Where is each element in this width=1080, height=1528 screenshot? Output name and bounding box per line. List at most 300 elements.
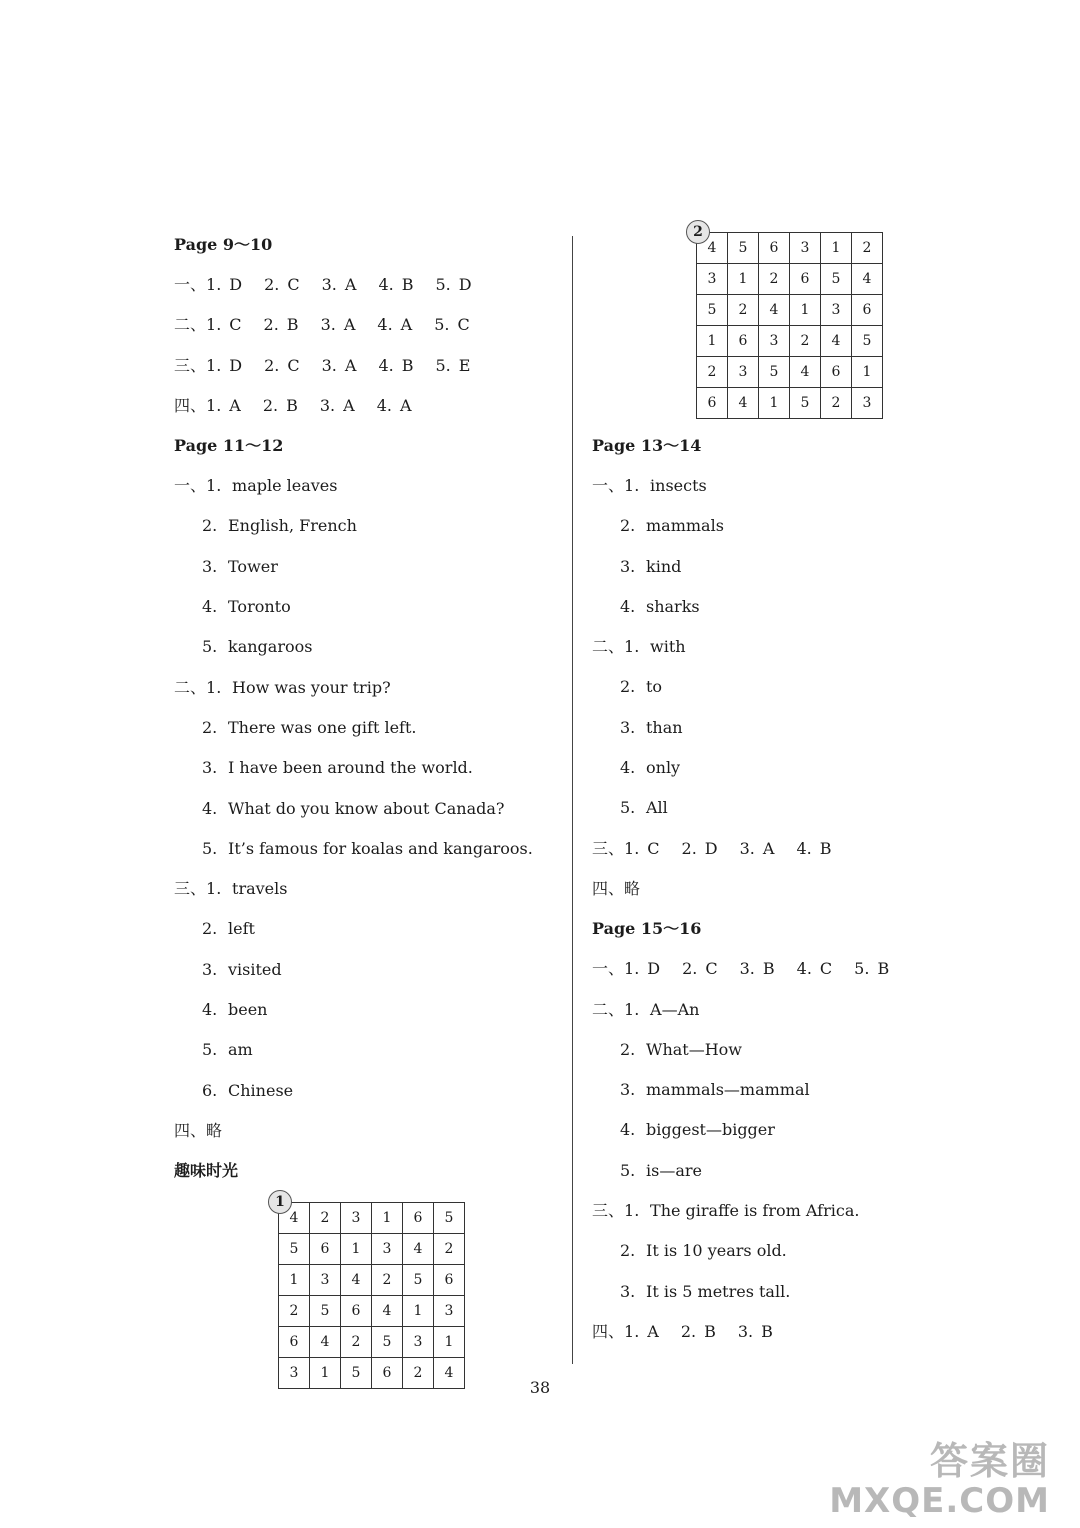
grid-cell: 1	[852, 357, 883, 388]
section-label: 一、	[592, 476, 625, 495]
answer-text: What—How	[646, 1039, 742, 1059]
grid-cell: 3	[403, 1327, 434, 1358]
answer-row	[592, 755, 972, 795]
answer-row	[592, 1319, 972, 1359]
answer-number: 2.	[264, 355, 280, 375]
answer-value: B	[704, 1321, 716, 1341]
grid-cell: 6	[279, 1327, 310, 1358]
answer-text: with	[650, 637, 686, 657]
answer-item	[264, 312, 299, 338]
grid-cell: 1	[697, 326, 728, 357]
answer-item	[624, 956, 660, 982]
section-title: Page 13～14	[592, 436, 702, 455]
answer-value: D	[647, 959, 661, 979]
answer-row	[174, 312, 554, 352]
answer-value: A	[399, 395, 412, 415]
grid-cell: 1	[403, 1296, 434, 1327]
answer-number: 1.	[624, 838, 640, 858]
answer-value: D	[229, 275, 243, 294]
watermark-logo	[829, 1440, 1050, 1520]
answer-row	[174, 513, 554, 553]
page-number: 38	[529, 1378, 551, 1397]
answer-value: B	[286, 315, 299, 335]
answer-number: 3.	[321, 355, 337, 375]
answer-number: 2.	[682, 959, 698, 979]
answer-row	[592, 674, 972, 714]
section-title: Page 9～10	[174, 235, 273, 254]
section-label: 二、	[174, 315, 207, 335]
answer-item	[263, 393, 298, 419]
answer-number: 1.	[206, 395, 222, 415]
left-column	[174, 232, 554, 1389]
answer-value: D	[229, 355, 243, 375]
answer-item	[796, 836, 831, 862]
answer-row	[592, 836, 972, 876]
answer-value: C	[647, 838, 660, 858]
answer-number: 4.	[620, 758, 636, 778]
grid-cell: 2	[821, 388, 852, 419]
answer-value: A	[344, 355, 357, 375]
grid-cell: 6	[697, 388, 728, 419]
grid-cell: 2	[341, 1327, 372, 1358]
grid-cell: 6	[403, 1203, 434, 1234]
answer-row	[592, 997, 972, 1037]
answer-row	[174, 393, 554, 433]
section-label: 三、	[174, 355, 207, 375]
grid-row	[697, 388, 883, 419]
answer-text: than	[646, 717, 683, 737]
answer-row	[592, 513, 972, 553]
answer-number: 1.	[624, 476, 640, 495]
answer-text: What do you know about Canada?	[228, 798, 505, 818]
answer-item	[321, 312, 356, 338]
answer-item	[377, 312, 412, 338]
answer-value: C	[287, 275, 300, 294]
answer-number: 5.	[202, 838, 218, 858]
answer-number: 1.	[624, 999, 640, 1019]
answer-value: B	[877, 959, 890, 979]
grid-cell: 5	[310, 1296, 341, 1327]
answer-number: 3.	[202, 556, 218, 576]
grid-cell: 3	[697, 264, 728, 295]
answer-number: 2.	[620, 677, 636, 697]
grid-cell: 6	[790, 264, 821, 295]
answer-number: 1.	[624, 959, 640, 979]
answer-number: 1.	[206, 677, 222, 697]
grid-cell: 6	[341, 1296, 372, 1327]
answer-value: B	[761, 1321, 773, 1341]
grid-cell: 5	[790, 388, 821, 419]
answer-text: It is 5 metres tall.	[646, 1281, 791, 1301]
grid-row	[279, 1203, 465, 1234]
grid-row	[697, 357, 883, 388]
answer-item	[378, 353, 413, 379]
answer-item	[322, 272, 357, 298]
answer-number: 3.	[202, 758, 218, 778]
grid-cell: 5	[279, 1234, 310, 1265]
answer-number: 4.	[620, 596, 636, 616]
answer-item	[681, 1319, 716, 1345]
answer-number: 3.	[319, 395, 336, 415]
answer-row	[174, 755, 554, 795]
grid-row	[697, 295, 883, 326]
grid-cell: 4	[403, 1234, 434, 1265]
grid-row	[279, 1296, 465, 1327]
answer-value: D	[704, 838, 718, 858]
answer-text: been	[228, 1000, 268, 1020]
grid-cell: 2	[372, 1265, 403, 1296]
grid-cell: 2	[759, 264, 790, 295]
answer-row	[592, 634, 972, 674]
answer-row	[592, 554, 972, 594]
section-label: 二、	[174, 677, 207, 697]
answer-number: 4.	[378, 275, 394, 294]
answer-row	[592, 1158, 972, 1198]
answer-number: 1.	[624, 637, 640, 657]
answer-row	[174, 715, 554, 755]
grid-cell: 4	[341, 1265, 372, 1296]
answer-text: visited	[228, 959, 282, 979]
grid-cell: 3	[310, 1265, 341, 1296]
answer-row	[174, 1037, 554, 1077]
grid-cell: 2	[852, 233, 883, 264]
grid-cell: 3	[852, 388, 883, 419]
answer-text: mammals	[646, 516, 724, 536]
answer-number: 5.	[435, 355, 451, 375]
grid-cell: 5	[697, 295, 728, 326]
grid-row	[697, 264, 883, 295]
grid-cell: 1	[279, 1265, 310, 1296]
answer-row	[174, 796, 554, 836]
answer-item	[797, 956, 833, 982]
answer-text: A—An	[650, 999, 700, 1019]
grid-cell: 3	[279, 1358, 310, 1389]
answer-number: 4.	[202, 1000, 218, 1020]
answer-text: There was one gift left.	[228, 717, 417, 737]
grid-cell: 4	[434, 1358, 465, 1389]
section-label: 四、	[174, 395, 207, 415]
answer-number: 2.	[680, 1321, 697, 1341]
answer-text: insects	[650, 476, 707, 495]
section-label: 三、	[592, 838, 625, 858]
grid-cell: 4	[790, 357, 821, 388]
answer-value: D	[458, 275, 472, 294]
grid-cell: 3	[790, 233, 821, 264]
answer-row	[174, 997, 554, 1037]
answer-row	[174, 554, 554, 594]
answer-value: B	[401, 355, 414, 375]
answer-item	[264, 353, 300, 379]
grid-row	[279, 1265, 465, 1296]
answer-number: 2.	[262, 395, 279, 415]
answer-row	[174, 594, 554, 634]
answer-number: 2.	[263, 315, 279, 335]
answer-text: travels	[232, 879, 288, 899]
answer-number: 4.	[376, 395, 392, 415]
grid-cell: 5	[434, 1203, 465, 1234]
grid-cell: 1	[310, 1358, 341, 1389]
answer-number: 3.	[739, 838, 755, 858]
grid-cell: 5	[341, 1358, 372, 1389]
answer-value: B	[401, 275, 414, 294]
answer-number: 1.	[206, 476, 222, 496]
grid-cell: 4	[728, 388, 759, 419]
answer-number: 5.	[854, 959, 870, 979]
grid-cell: 4	[697, 233, 728, 264]
answer-number: 1.	[624, 1201, 640, 1221]
answer-number: 3.	[620, 1281, 636, 1301]
answer-number: 2.	[620, 1241, 636, 1261]
answer-number: 2.	[264, 275, 280, 294]
answer-value: A	[229, 395, 241, 415]
answer-item	[624, 1319, 659, 1345]
section-title: Page 11～12	[174, 436, 284, 456]
answer-number: 1.	[206, 315, 222, 335]
answer-item	[206, 312, 242, 338]
answer-text: English, French	[228, 516, 357, 536]
answer-item	[854, 956, 889, 982]
answer-number: 5.	[620, 798, 636, 818]
grid-cell: 3	[372, 1234, 403, 1265]
answer-row	[592, 956, 972, 996]
answer-value: C	[819, 959, 833, 979]
answer-row	[174, 876, 554, 916]
answer-row	[174, 836, 554, 876]
answer-text: sharks	[646, 596, 700, 616]
answer-number: 2.	[681, 838, 697, 858]
answer-row	[174, 957, 554, 997]
answer-number: 3.	[620, 1080, 636, 1100]
grid-cell: 4	[279, 1203, 310, 1234]
answer-item	[377, 393, 412, 419]
grid-cell: 6	[310, 1234, 341, 1265]
answer-row: 四、略	[592, 878, 641, 898]
answer-number: 1.	[206, 275, 222, 294]
answer-row	[592, 715, 972, 755]
grid-badge: 2	[686, 220, 710, 244]
answer-row	[592, 473, 972, 513]
answer-number: 3.	[202, 959, 218, 979]
grid-cell: 1	[759, 388, 790, 419]
answer-value: B	[819, 838, 832, 858]
answer-number: 4.	[796, 959, 812, 979]
answer-item	[682, 836, 718, 862]
answer-row	[592, 1198, 972, 1238]
watermark-url: MXQE.COM	[829, 1481, 1050, 1521]
grid-cell: 5	[852, 326, 883, 357]
answer-text: only	[646, 758, 681, 778]
answer-text: to	[646, 677, 663, 697]
watermark-title: 答案圈	[929, 1439, 1050, 1483]
answer-item	[435, 353, 470, 379]
grid-cell: 2	[279, 1296, 310, 1327]
answer-row	[592, 594, 972, 634]
answer-number: 1.	[624, 1321, 640, 1341]
answer-value: C	[229, 315, 242, 335]
answer-row: 四、略	[174, 1120, 223, 1140]
right-column	[592, 224, 972, 1359]
answer-number: 2.	[202, 717, 218, 737]
answer-row	[174, 353, 554, 393]
grid-cell: 2	[790, 326, 821, 357]
answer-item	[206, 393, 241, 419]
answer-item	[322, 353, 357, 379]
grid-cell: 1	[821, 233, 852, 264]
answer-item	[206, 353, 242, 379]
answer-row	[174, 634, 554, 674]
answer-text: kind	[646, 556, 682, 576]
grid-cell: 5	[403, 1265, 434, 1296]
answer-text: It’s famous for koalas and kangaroos.	[228, 838, 533, 858]
answer-value: C	[705, 959, 718, 979]
grid-row	[697, 233, 883, 264]
answer-text: is—are	[646, 1160, 702, 1180]
answer-number: 4.	[377, 315, 393, 335]
answer-text: How was your trip?	[232, 677, 391, 697]
answer-number: 4.	[620, 1120, 636, 1140]
section-label: 一、	[592, 959, 625, 979]
grid-cell: 2	[697, 357, 728, 388]
answer-value: C	[457, 315, 470, 335]
puzzle-grid	[693, 224, 972, 419]
answer-value: B	[762, 959, 775, 979]
grid-cell: 4	[759, 295, 790, 326]
spacer	[592, 419, 972, 433]
answer-text: kangaroos	[228, 637, 313, 657]
answer-item	[740, 956, 775, 982]
grid-cell: 6	[372, 1358, 403, 1389]
answer-value: A	[344, 275, 357, 294]
section-label: 二、	[592, 999, 625, 1019]
answer-number: 4.	[202, 597, 218, 617]
answer-row	[592, 1238, 972, 1278]
answer-item	[738, 1319, 773, 1345]
answer-number: 1.	[206, 879, 222, 899]
answer-value: B	[286, 395, 298, 415]
grid-cell: 5	[728, 233, 759, 264]
answer-number: 3.	[320, 315, 336, 335]
answer-number: 3.	[321, 275, 337, 294]
section-label: 二、	[592, 637, 625, 657]
grid-cell: 5	[821, 264, 852, 295]
grid-cell: 4	[852, 264, 883, 295]
answer-item	[264, 272, 300, 298]
section-label: 一、	[174, 476, 207, 496]
answer-number: 6.	[202, 1080, 218, 1100]
grid-cell: 2	[310, 1203, 341, 1234]
answer-text: All	[646, 798, 668, 818]
grid-table	[696, 232, 883, 419]
answer-number: 2.	[202, 919, 218, 939]
answer-number: 1.	[206, 355, 222, 375]
answer-row	[174, 272, 554, 312]
puzzle-grid	[275, 1194, 554, 1389]
section-title: 趣味时光	[174, 1161, 239, 1181]
answer-text: am	[228, 1040, 253, 1060]
answer-row	[174, 675, 554, 715]
grid-cell: 6	[434, 1265, 465, 1296]
answer-item	[320, 393, 355, 419]
answer-item	[624, 836, 660, 862]
answer-number: 3.	[620, 717, 636, 737]
answer-text: left	[228, 919, 255, 939]
grid-cell: 6	[821, 357, 852, 388]
section-title: Page 15～16	[592, 919, 702, 939]
answer-number: 3.	[620, 556, 636, 576]
grid-cell: 5	[372, 1327, 403, 1358]
section-label: 一、	[174, 275, 207, 294]
answer-number: 2.	[620, 516, 636, 536]
grid-cell: 3	[434, 1296, 465, 1327]
answer-value: E	[458, 355, 471, 375]
grid-cell: 3	[728, 357, 759, 388]
section-label: 三、	[592, 1201, 625, 1221]
answer-number: 5.	[434, 315, 450, 335]
answer-row	[592, 1077, 972, 1117]
grid-cell: 4	[372, 1296, 403, 1327]
grid-badge: 1	[268, 1190, 292, 1214]
answer-value: A	[762, 838, 775, 858]
answer-number: 5.	[620, 1160, 636, 1180]
answer-number: 2.	[620, 1039, 636, 1059]
answer-row	[592, 1117, 972, 1157]
grid-cell: 6	[759, 233, 790, 264]
grid-cell: 1	[434, 1327, 465, 1358]
answer-value: A	[343, 395, 355, 415]
answer-number: 3.	[739, 959, 755, 979]
answer-value: A	[400, 315, 413, 335]
answer-row	[592, 1037, 972, 1077]
grid-cell: 4	[821, 326, 852, 357]
grid-row	[279, 1327, 465, 1358]
answer-item	[378, 272, 413, 298]
answer-value: A	[343, 315, 356, 335]
answer-item	[434, 312, 470, 338]
answer-row	[174, 1078, 554, 1118]
answer-number: 3.	[737, 1321, 754, 1341]
answer-text: It is 10 years old.	[646, 1241, 787, 1261]
grid-cell: 4	[310, 1327, 341, 1358]
answer-row	[592, 795, 972, 835]
answer-value: C	[287, 355, 300, 375]
answer-item	[435, 272, 471, 298]
grid-row	[697, 326, 883, 357]
answer-text: Tower	[228, 556, 278, 576]
grid-cell: 2	[728, 295, 759, 326]
answer-text: biggest—bigger	[646, 1120, 775, 1140]
grid-table	[278, 1202, 465, 1389]
grid-cell: 1	[728, 264, 759, 295]
answer-item	[740, 836, 775, 862]
answer-number: 5.	[202, 1040, 218, 1060]
column-divider	[572, 236, 573, 1364]
answer-number: 5.	[202, 637, 218, 657]
answer-number: 4.	[796, 838, 812, 858]
grid-cell: 2	[434, 1234, 465, 1265]
answer-text: mammals—mammal	[646, 1080, 810, 1100]
grid-cell: 6	[728, 326, 759, 357]
grid-cell: 1	[790, 295, 821, 326]
grid-cell: 1	[372, 1203, 403, 1234]
answer-text: The giraffe is from Africa.	[650, 1201, 860, 1221]
section-label: 四、	[592, 1321, 625, 1341]
grid-cell: 3	[759, 326, 790, 357]
answer-row	[592, 1279, 972, 1319]
grid-cell: 5	[759, 357, 790, 388]
answer-text: Chinese	[228, 1080, 294, 1100]
answer-number: 5.	[435, 275, 451, 294]
grid-cell: 1	[341, 1234, 372, 1265]
